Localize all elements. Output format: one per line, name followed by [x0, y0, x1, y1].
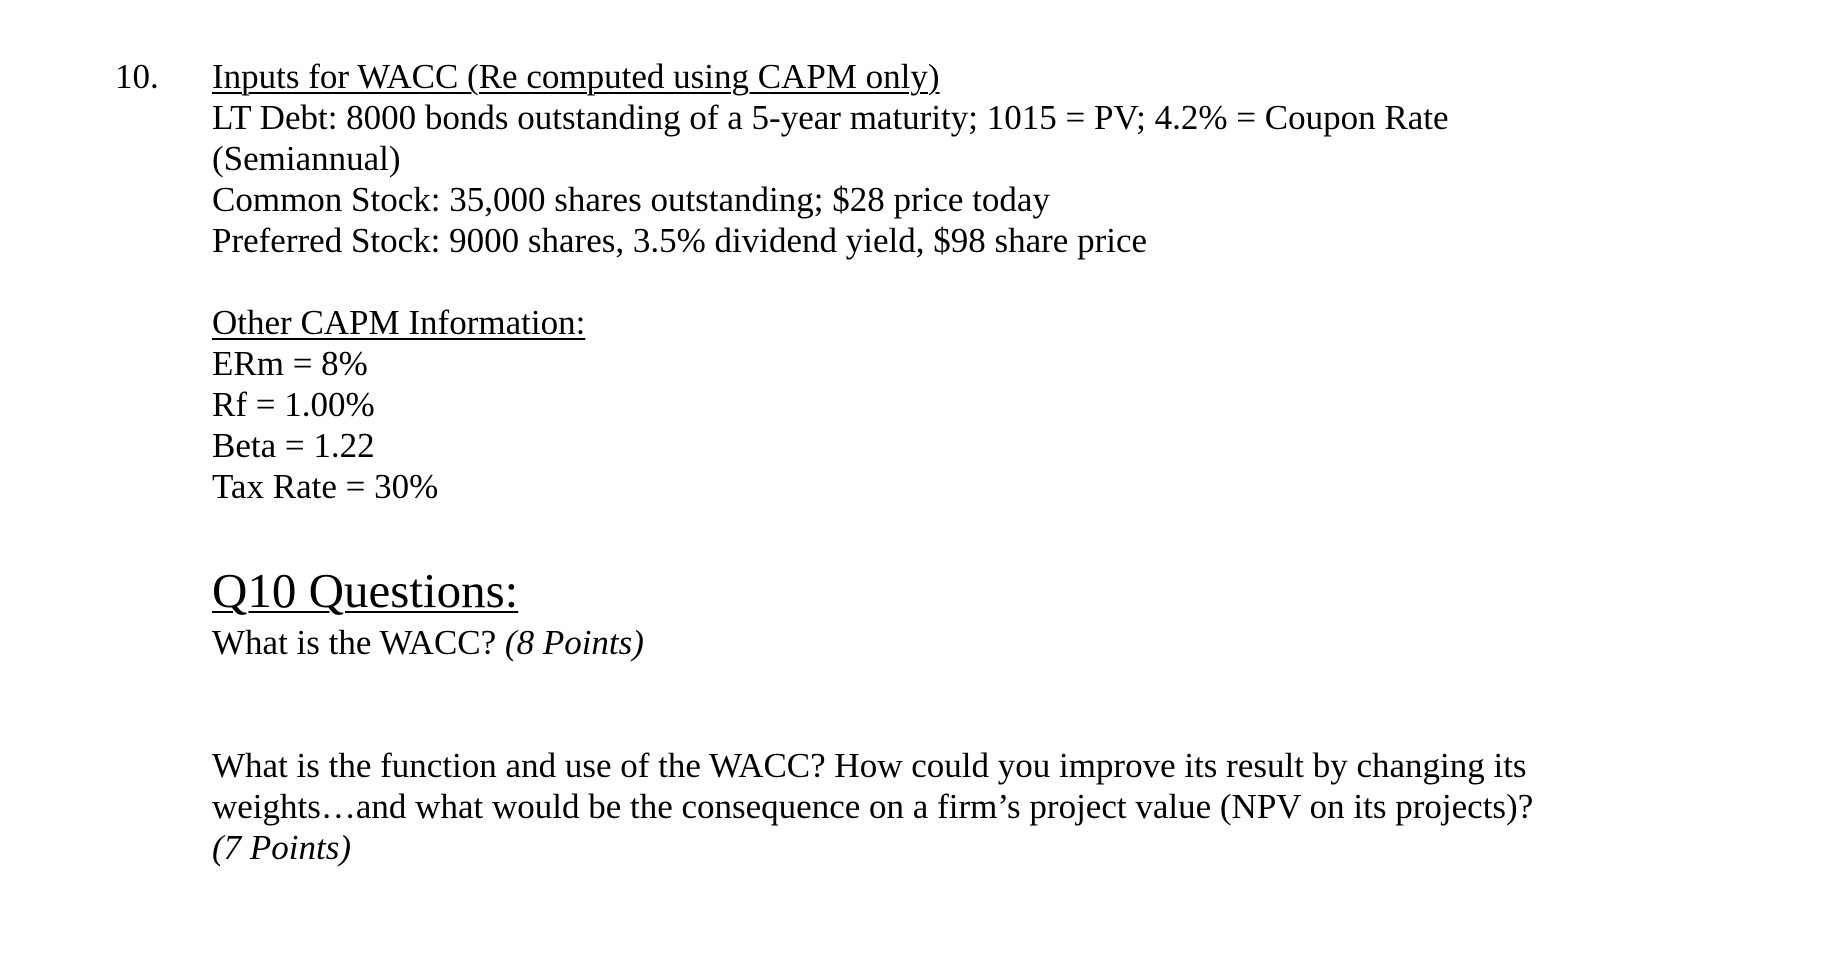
question-2-line-2: weights…and what would be the consequence on a firm’s project value (NPV on its projects)?	[212, 787, 1534, 826]
preferred-stock-line: Preferred Stock: 9000 shares, 3.5% dividend yield, $98 share price	[212, 221, 1148, 260]
common-stock-line: Common Stock: 35,000 shares outstanding; $28 price today	[212, 180, 1050, 219]
question-2-points: (7 Points)	[212, 828, 352, 867]
lt-debt-line-continued: (Semiannual)	[212, 139, 401, 178]
question-1-points: (8 Points)	[504, 623, 644, 662]
capm-heading: Other CAPM Information:	[212, 303, 586, 342]
inputs-heading: Inputs for WACC (Re computed using CAPM only)	[212, 57, 940, 96]
question-number: 10.	[115, 57, 159, 96]
wacc-inputs-section	[212, 56, 1772, 261]
question-1	[212, 622, 1772, 663]
question-1-text: What is the WACC?	[212, 623, 505, 662]
tax-rate-line: Tax Rate = 30%	[212, 467, 439, 506]
rf-line: Rf = 1.00%	[212, 385, 375, 424]
erm-line: ERm = 8%	[212, 344, 368, 383]
questions-heading: Q10 Questions:	[212, 563, 519, 618]
capm-info-section	[212, 302, 1772, 507]
question-2	[212, 745, 1772, 868]
beta-line: Beta = 1.22	[212, 426, 375, 465]
question-2-line-1: What is the function and use of the WACC? How could you improve its result by changing its	[212, 746, 1527, 785]
lt-debt-line: LT Debt: 8000 bonds outstanding of a 5-year maturity; 1015 = PV; 4.2% = Coupon Rate	[212, 98, 1449, 137]
